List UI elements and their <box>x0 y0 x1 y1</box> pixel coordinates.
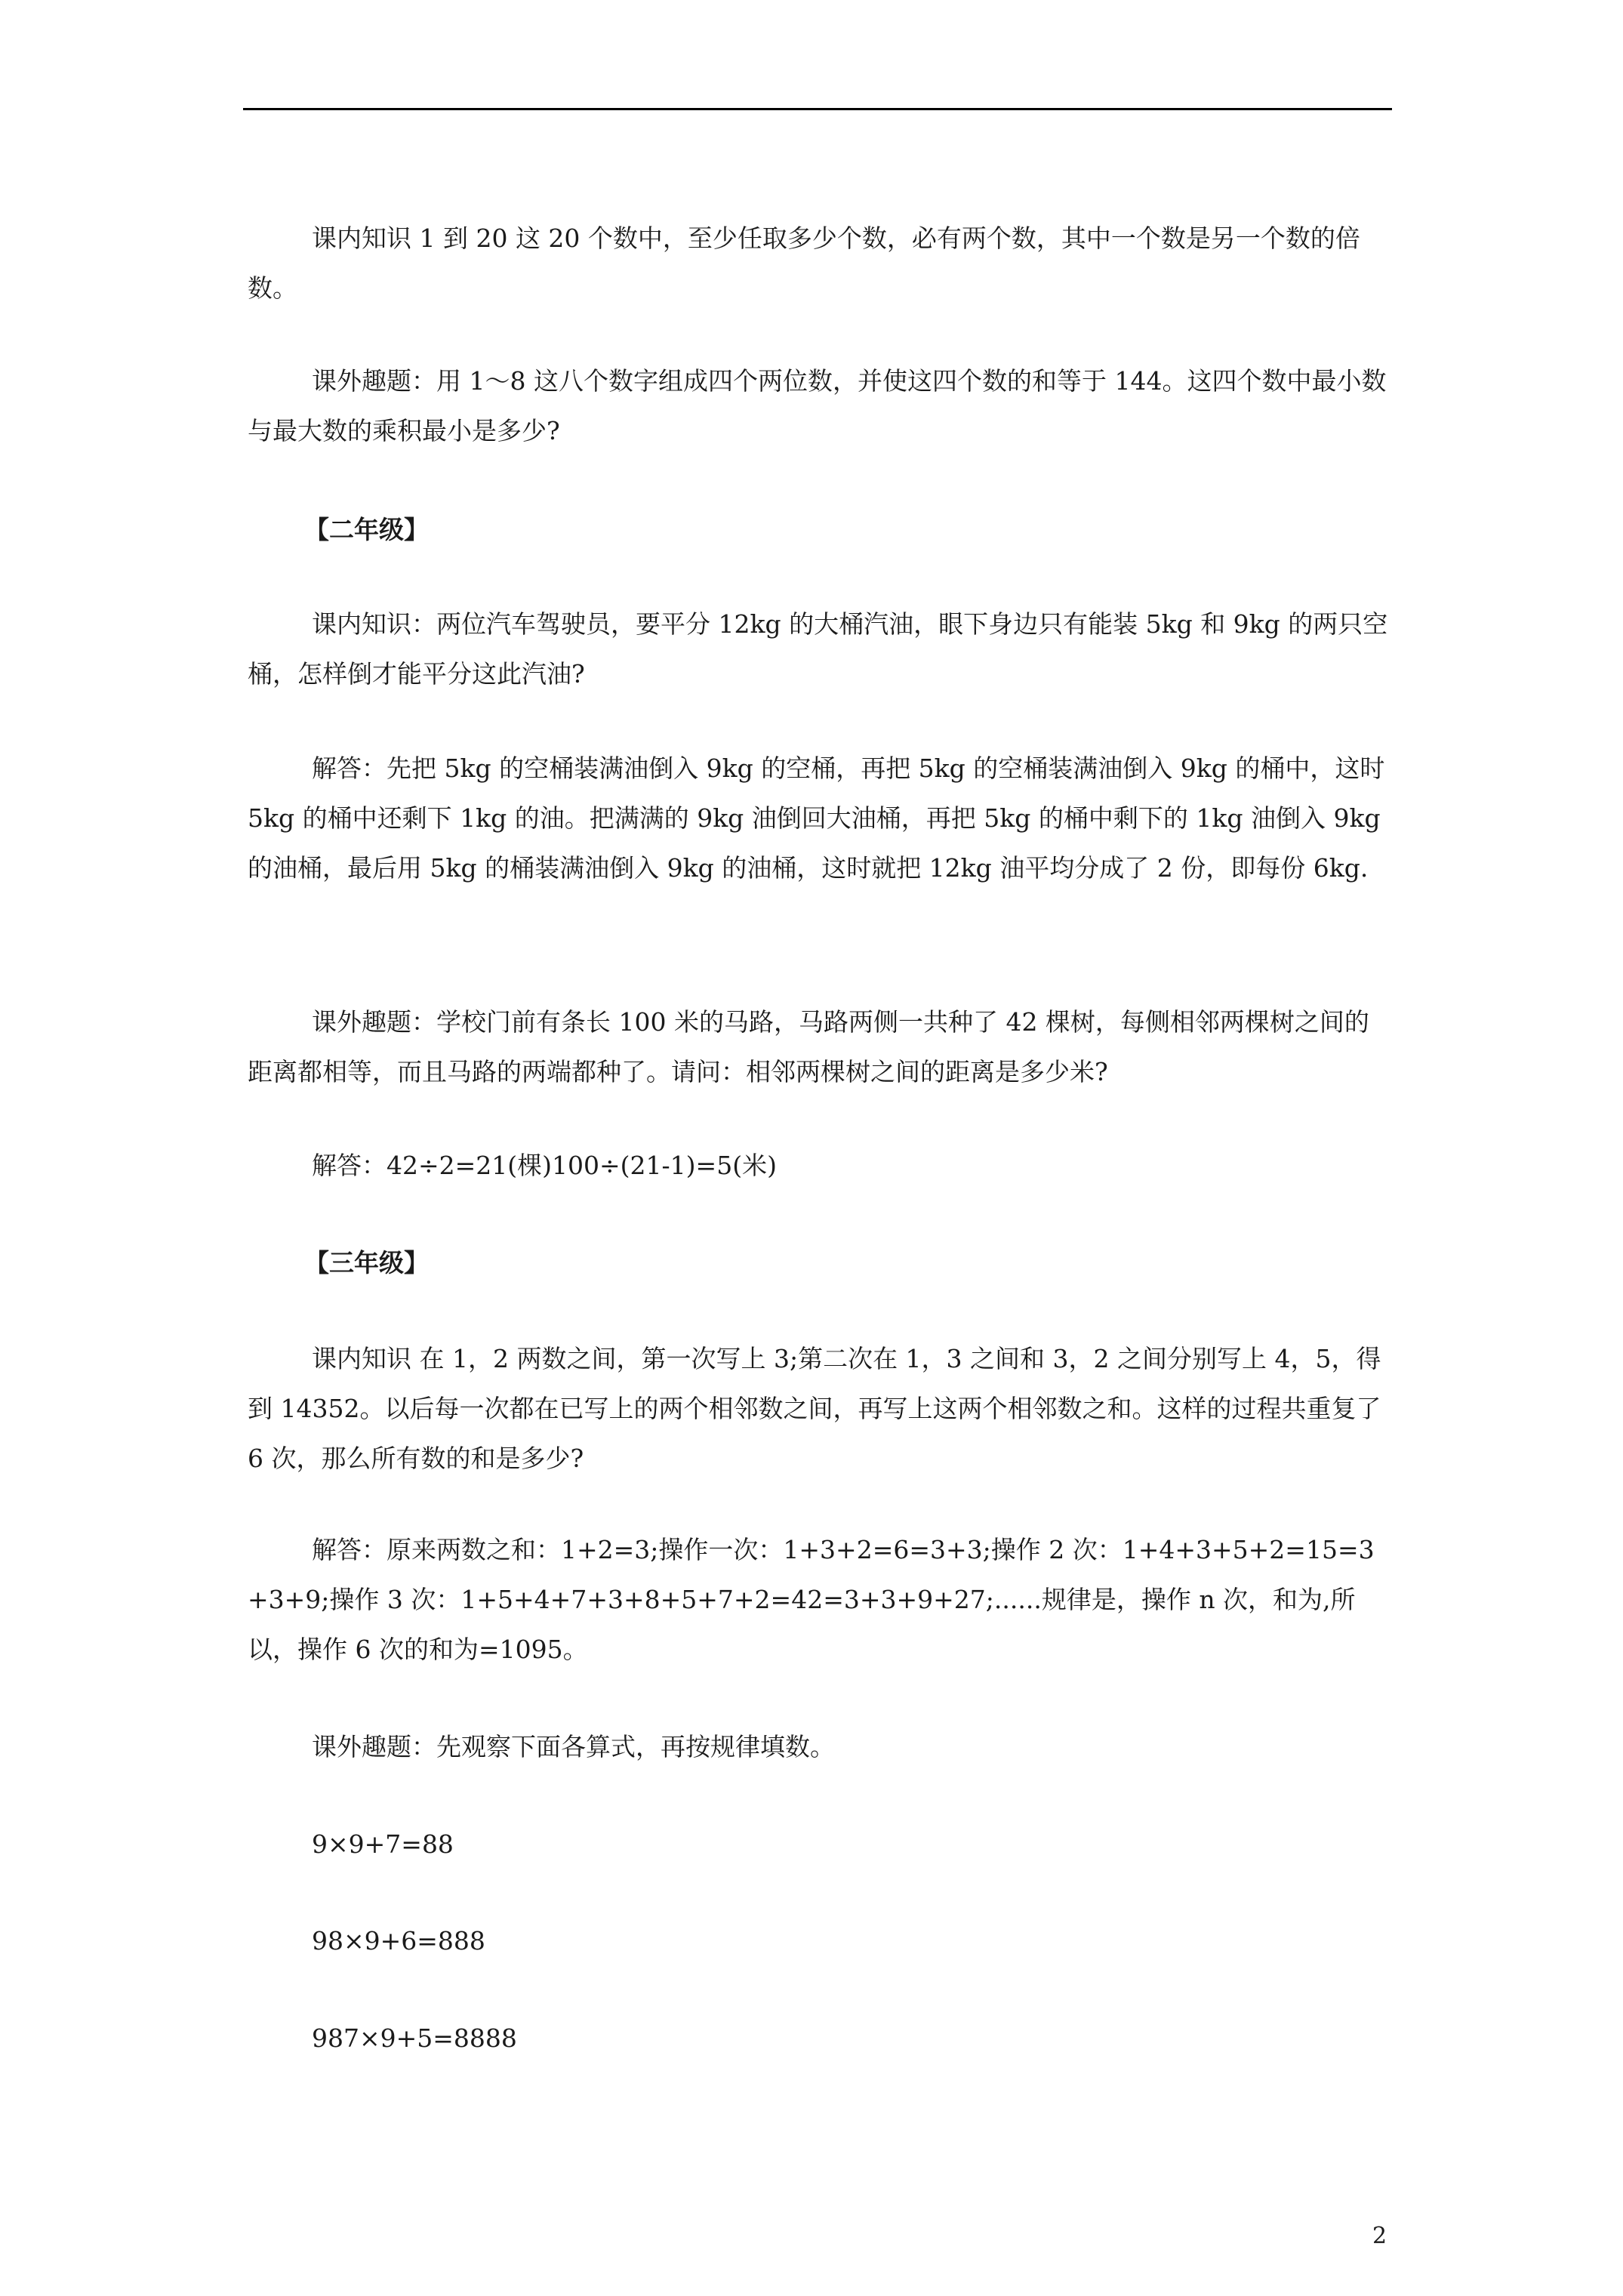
grade3-answer: 解答：原来两数之和：1+2=3;操作一次：1+3+2=6=3+3;操作 2 次：1+4+3+5+2=15=3+3+9;操作 3 次：1+5+4+7+3+8+5+7+2=42=3+3+9+27;......规律是，操作 n 次，和为,所以，操作 6 次的和为=1095。 <box>248 1535 1375 1664</box>
page-number: 2 <box>1372 2223 1387 2249</box>
formula-line: 987×9+5=8888 <box>312 2023 517 2053</box>
header-rule <box>243 108 1392 110</box>
grade1-knowledge: 课内知识 1 到 20 这 20 个数中，至少任取多少个数，必有两个数，其中一个数是另一个数的倍数。 <box>248 223 1360 303</box>
grade2-knowledge: 课内知识：两位汽车驾驶员，要平分 12kg 的大桶汽油，眼下身边只有能装 5kg 和 9kg 的两只空桶，怎样倒才能平分这此汽油? <box>248 609 1388 689</box>
grade2-answer-1: 解答：先把 5kg 的空桶装满油倒入 9kg 的空桶，再把 5kg 的空桶装满油倒入 9kg 的桶中，这时 5kg 的桶中还剩下 1kg 的油。把满满的 9kg 油倒回大油桶，再把 5kg 的桶中剩下的 1kg 油倒入 9kg 的油桶，最后用 5kg 的桶装满油倒入 9kg 的油桶，这时就把 12kg 油平均分成了 2 份，即每份 6kg. <box>248 754 1385 883</box>
grade1-fun-problem: 课外趣题：用 1～8 这八个数字组成四个两位数，并使这四个数的和等于 144。这四个数中最小数与最大数的乘积最小是多少? <box>248 366 1387 445</box>
grade2-fun-problem: 课外趣题：学校门前有条长 100 米的马路，马路两侧一共种了 42 棵树，每侧相邻两棵树之间的距离都相等，而且马路的两端都种了。请问：相邻两棵树之间的距离是多少米? <box>248 1007 1369 1086</box>
grade3-knowledge: 课内知识 在 1，2 两数之间，第一次写上 3;第二次在 1，3 之间和 3，2 之间分别写上 4，5，得到 14352。以后每一次都在已写上的两个相邻数之间，再写上这两个相邻数之和。这样的过程共重复了 6 次，那么所有数的和是多少? <box>248 1344 1381 1473</box>
grade2-heading: 【二年级】 <box>304 515 429 544</box>
grade3-heading: 【三年级】 <box>304 1248 429 1277</box>
formula-line: 98×9+6=888 <box>312 1926 485 1955</box>
grade2-answer-2: 解答：42÷2=21(棵)100÷(21-1)=5(米) <box>312 1151 777 1180</box>
grade3-fun-problem: 课外趣题：先观察下面各算式，再按规律填数。 <box>312 1732 835 1761</box>
formula-line: 9×9+7=88 <box>312 1829 454 1859</box>
